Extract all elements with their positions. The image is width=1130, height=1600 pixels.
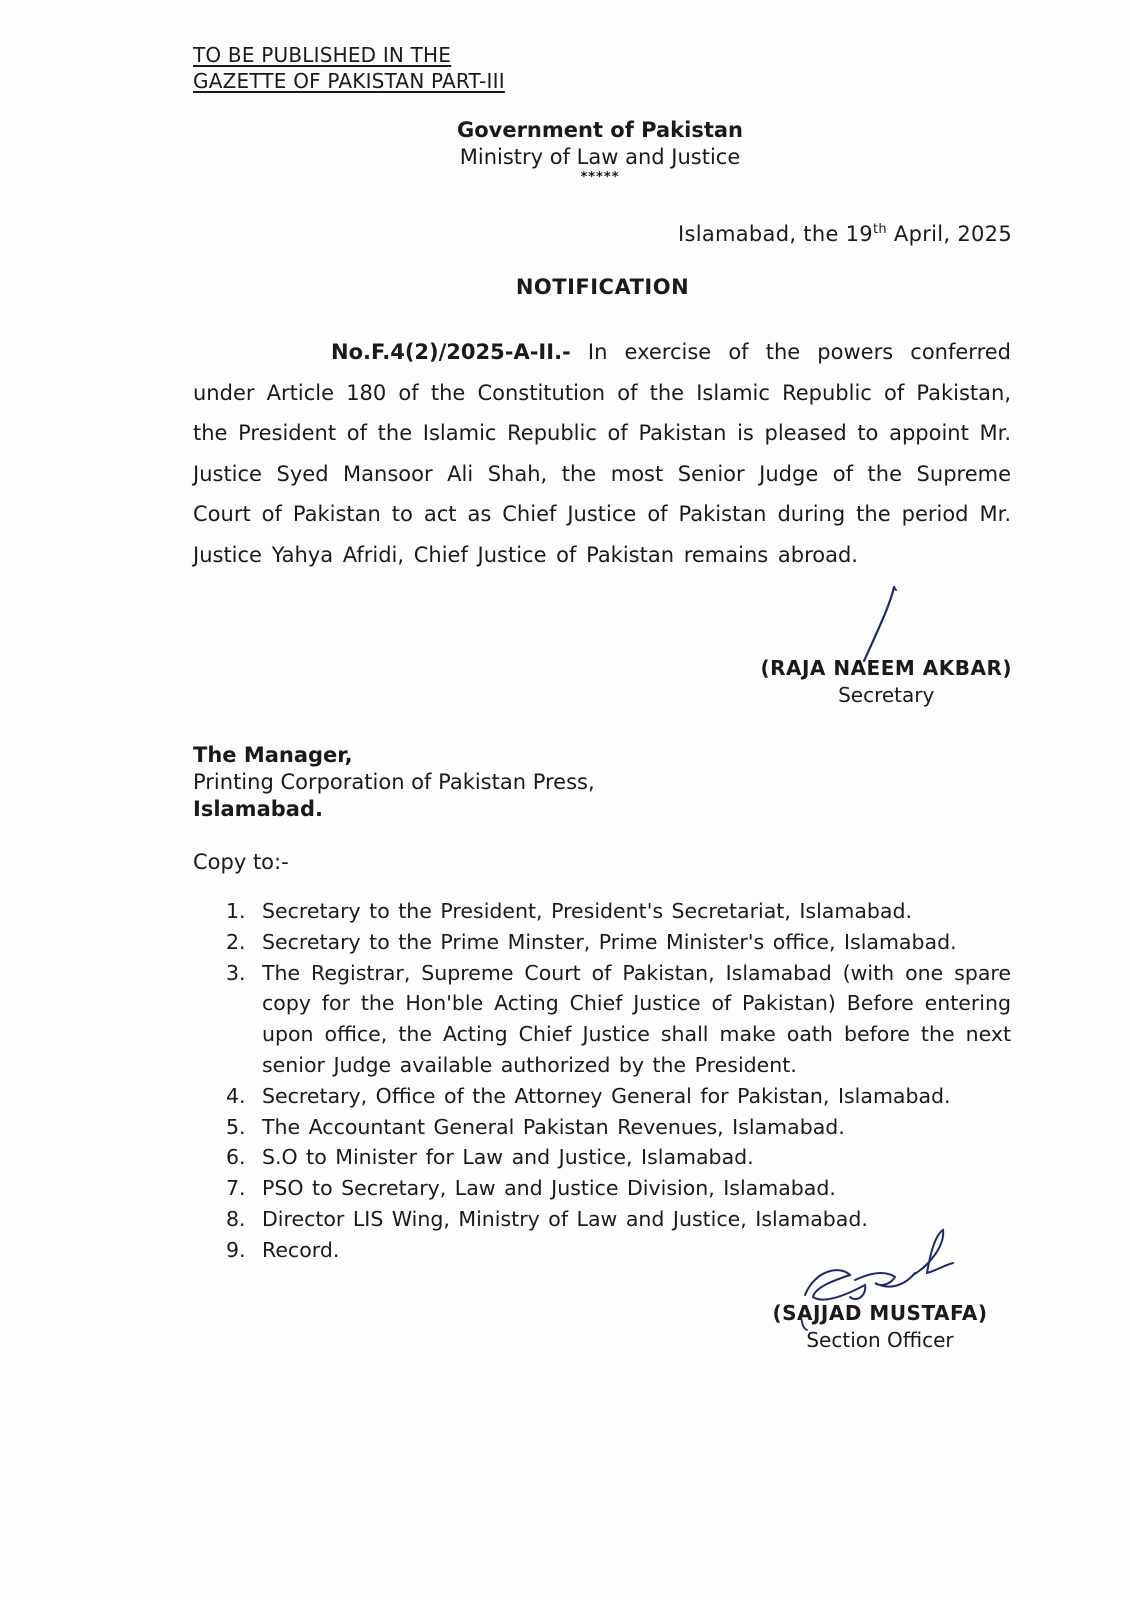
copy-to-item (220, 927, 1011, 958)
copy-to-item-text: Secretary to the Prime Minster, Prime Minister's office, Islamabad. (262, 929, 957, 954)
copy-to-label: Copy to:- (193, 850, 289, 874)
ministry-title: Ministry of Law and Justice (459, 145, 741, 169)
copy-to-item-text: The Accountant General Pakistan Revenues, Islamabad. (262, 1114, 845, 1139)
date-ordinal-suffix: th (872, 222, 887, 237)
notification-text: In exercise of the powers conferred under Article 180 of the Constitution of the Islamic Republic of Pakistan, the President of the Islamic Republic of Pakistan is pleased to appoint Mr. Justice Syed Mansoor Ali Shah, the most Senior Judge of the Supreme Court of Pakistan to act as Chief Justice of Pakistan during the period Mr. Justice Yahya Afridi, Chief Justice of Pakistan remains abroad. (193, 340, 1011, 567)
secretary-name: (RAJA NAEEM AKBAR) (760, 656, 1012, 680)
government-title: Government of Pakistan (456, 118, 744, 142)
copy-to-item-text: The Registrar, Supreme Court of Pakistan, Islamabad (with one spare copy for the Hon'ble Acting Chief Justice of Pakistan) Before entering upon office, the Acting Chief Justice shall make oath before the next senior Judge available authorized by the President. (262, 960, 1011, 1077)
gazette-line-2: GAZETTE OF PAKISTAN PART-III (193, 69, 505, 93)
copy-to-item-text: PSO to Secretary, Law and Justice Division, Islamabad. (262, 1176, 836, 1201)
copy-to-item (220, 958, 1011, 1081)
date-line (678, 222, 1012, 246)
copy-to-item-text: Record. (262, 1237, 340, 1262)
copy-to-item-number: 5. (226, 1114, 246, 1139)
addressee-line-1: The Manager, (193, 743, 353, 767)
header-stars: ***** (580, 170, 620, 185)
gazette-publication-note (193, 42, 505, 94)
addressee-line-2: Printing Corporation of Pakistan Press, (193, 770, 595, 794)
copy-to-item-number: 7. (226, 1176, 246, 1201)
copy-to-item-text: Director LIS Wing, Ministry of Law and Justice, Islamabad. (262, 1206, 868, 1231)
date-prefix: Islamabad, the 19 (677, 222, 873, 246)
section-officer-name: (SAJJAD MUSTAFA) (772, 1301, 988, 1325)
copy-to-item-number: 6. (226, 1145, 246, 1170)
copy-to-item (220, 1173, 1011, 1204)
copy-to-item-number: 8. (226, 1206, 246, 1231)
signatory-secretary (760, 655, 1012, 709)
copy-to-item (220, 1112, 1011, 1143)
copy-to-item-number: 3. (226, 960, 246, 985)
copy-to-item-number: 2. (226, 929, 246, 954)
gazette-line-1: TO BE PUBLISHED IN THE (193, 43, 452, 67)
notification-body (193, 332, 1011, 575)
copy-to-item-number: 9. (226, 1237, 246, 1262)
copy-to-item-text: Secretary to the President, President's Secretariat, Islamabad. (262, 899, 912, 923)
secretary-signature (860, 585, 940, 665)
letterhead (0, 117, 1130, 185)
secretary-designation: Secretary (838, 683, 935, 707)
copy-to-item-text: Secretary, Office of the Attorney General for Pakistan, Islamabad. (262, 1083, 951, 1108)
addressee-block (193, 742, 595, 823)
copy-to-item-number: 4. (226, 1083, 246, 1108)
date-rest: April, 2025 (886, 222, 1012, 246)
copy-to-item (220, 1142, 1011, 1173)
copy-to-item-number: 1. (226, 899, 246, 923)
copy-to-item-text: S.O to Minister for Law and Justice, Islamabad. (262, 1145, 754, 1170)
notification-title: NOTIFICATION (515, 275, 690, 299)
copy-to-item (220, 896, 1011, 927)
notification-reference-number: No.F.4(2)/2025-A-II.- (331, 340, 571, 364)
signatory-section-officer (770, 1300, 990, 1354)
copy-to-item (220, 1081, 1011, 1112)
section-officer-designation: Section Officer (806, 1328, 954, 1352)
copy-to-list (220, 896, 1011, 1266)
addressee-line-3: Islamabad. (193, 797, 323, 821)
